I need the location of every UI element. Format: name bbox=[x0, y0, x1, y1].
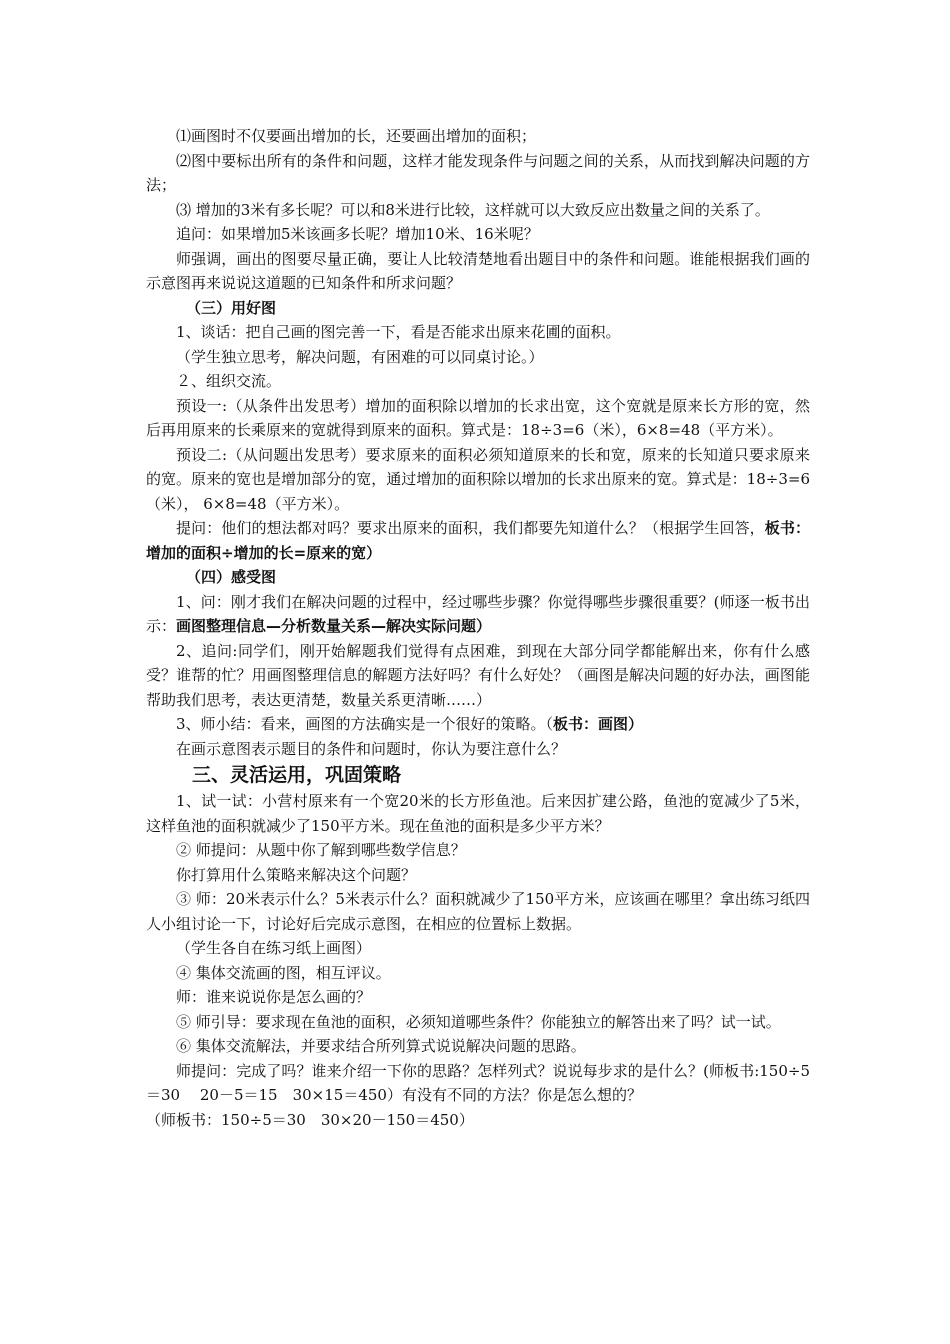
paragraph: ⑶ 增加的3米有多长呢？可以和8米进行比较，这样就可以大致反应出数量之间的关系了。 bbox=[176, 200, 770, 219]
paragraph: ２、组织交流。 bbox=[176, 372, 282, 390]
document-body bbox=[146, 124, 810, 1132]
paragraph: ⑤ 师引导：要求现在鱼池的面积，必须知道哪些条件？你能独立的解答出来了吗？试一试。 bbox=[176, 1012, 781, 1031]
paragraph bbox=[146, 516, 810, 565]
paragraph: ③ 师：20米表示什么？5米表示什么？面积就减少了150平方米，应该画在哪里？拿出练习纸四人小组讨论一下，讨论好后完成示意图，在相应的位置标上数据。 bbox=[146, 890, 810, 933]
board-note: 板书：增加的面积÷增加的长=原来的宽） bbox=[146, 519, 810, 562]
paragraph: ⑴画图时不仅要画出增加的长，还要画出增加的面积； bbox=[176, 127, 537, 145]
board-note: 板书：画图） bbox=[553, 715, 644, 733]
paragraph: 师提问：完成了吗？谁来介绍一下你的思路？怎样列式？说说每步求的是什么？(师板书:150÷5＝30 20－5＝15 30×15＝450）有没有不同的方法？你是怎么想的？ bbox=[146, 1061, 810, 1104]
paragraph: ⑵图中要标出所有的条件和问题，这样才能发现条件与问题之间的关系，从而找到解决问题的方法； bbox=[146, 151, 810, 194]
paragraph: 预设二:（从问题出发思考）要求原来的面积必须知道原来的长和宽，原来的长知道只要求原来的宽。原来的宽也是增加部分的宽，通过增加的面积除以增加的长求出原来的宽。算式是：18÷3=6（米）， 6×8=48（平方米）。 bbox=[146, 445, 810, 513]
paragraph: 在画示意图表示题目的条件和问题时，你认为要注意什么？ bbox=[176, 739, 567, 758]
paragraph: ⑥ 集体交流解法，并要求结合所列算式说说解决问题的思路。 bbox=[176, 1037, 586, 1055]
section-heading: （四）感受图 bbox=[186, 568, 277, 586]
paragraph: ④ 集体交流画的图，相互评议。 bbox=[176, 963, 391, 982]
paragraph: （学生各自在练习纸上画图） bbox=[176, 939, 372, 957]
board-note: 画图整理信息—分析数量关系—解决实际问题） bbox=[176, 617, 492, 635]
paragraph: ② 师提问：从题中你了解到哪些数学信息？ bbox=[176, 841, 466, 859]
paragraph: （学生独立思考，解决问题，有困难的可以同桌讨论。） bbox=[176, 347, 544, 366]
paragraph: 你打算用什么策略来解决这个问题？ bbox=[176, 865, 417, 884]
paragraph: 1、谈话：把自己画的图完善一下，看是否能求出原来花圃的面积。 bbox=[176, 323, 621, 341]
chapter-heading: 三、灵活运用，巩固策略 bbox=[192, 764, 402, 786]
paragraph: 师强调，画出的图要尽量正确，要让人比较清楚地看出题目中的条件和问题。谁能根据我们画的示意图再来说说这道题的已知条件和所求问题？ bbox=[146, 249, 810, 292]
paragraph-text: 3、师小结：看来，画图的方法确实是一个很好的策略。（ bbox=[176, 715, 554, 733]
paragraph: 师：谁来说说你是怎么画的？ bbox=[176, 988, 372, 1006]
paragraph: 预设一:（从条件出发思考）增加的面积除以增加的长求出宽，这个宽就是原来长方形的宽，然后再用原来的长乘原来的宽就得到原来的面积。算式是：18÷3=6（米），6×8=48（平方米）。 bbox=[146, 396, 810, 439]
paragraph bbox=[146, 712, 810, 737]
paragraph-text: 提问：他们的想法都对吗？要求出原来的面积，我们都要先知道什么？（根据学生回答， bbox=[176, 519, 765, 537]
paragraph: 1、试一试：小营村原来有一个宽20米的长方形鱼池。后来因扩建公路，鱼池的宽减少了5米，这样鱼池的面积就减少了150平方米。现在鱼池的面积是多少平方米？ bbox=[146, 792, 810, 835]
paragraph-text: 1、问：刚才我们在解决问题的过程中，经过哪些步骤？你觉得哪些步骤很重要？(师逐一板书出示： bbox=[146, 592, 810, 635]
paragraph: （师板书：150÷5＝30 30×20－150＝450） bbox=[146, 1110, 474, 1129]
section-heading: （三）用好图 bbox=[186, 298, 277, 317]
paragraph: 2、追问:同学们，刚开始解题我们觉得有点困难，到现在大部分同学都能解出来，你有什么感受？谁帮的忙？用画图整理信息的解题方法好吗？有什么好处？（画图是解决问题的好办法，画图能帮助我们思考，表达更清楚，数量关系更清晰……） bbox=[146, 641, 810, 709]
paragraph: 追问：如果增加5米该画多长呢？增加10米、16米呢？ bbox=[176, 225, 539, 243]
paragraph bbox=[146, 590, 810, 639]
